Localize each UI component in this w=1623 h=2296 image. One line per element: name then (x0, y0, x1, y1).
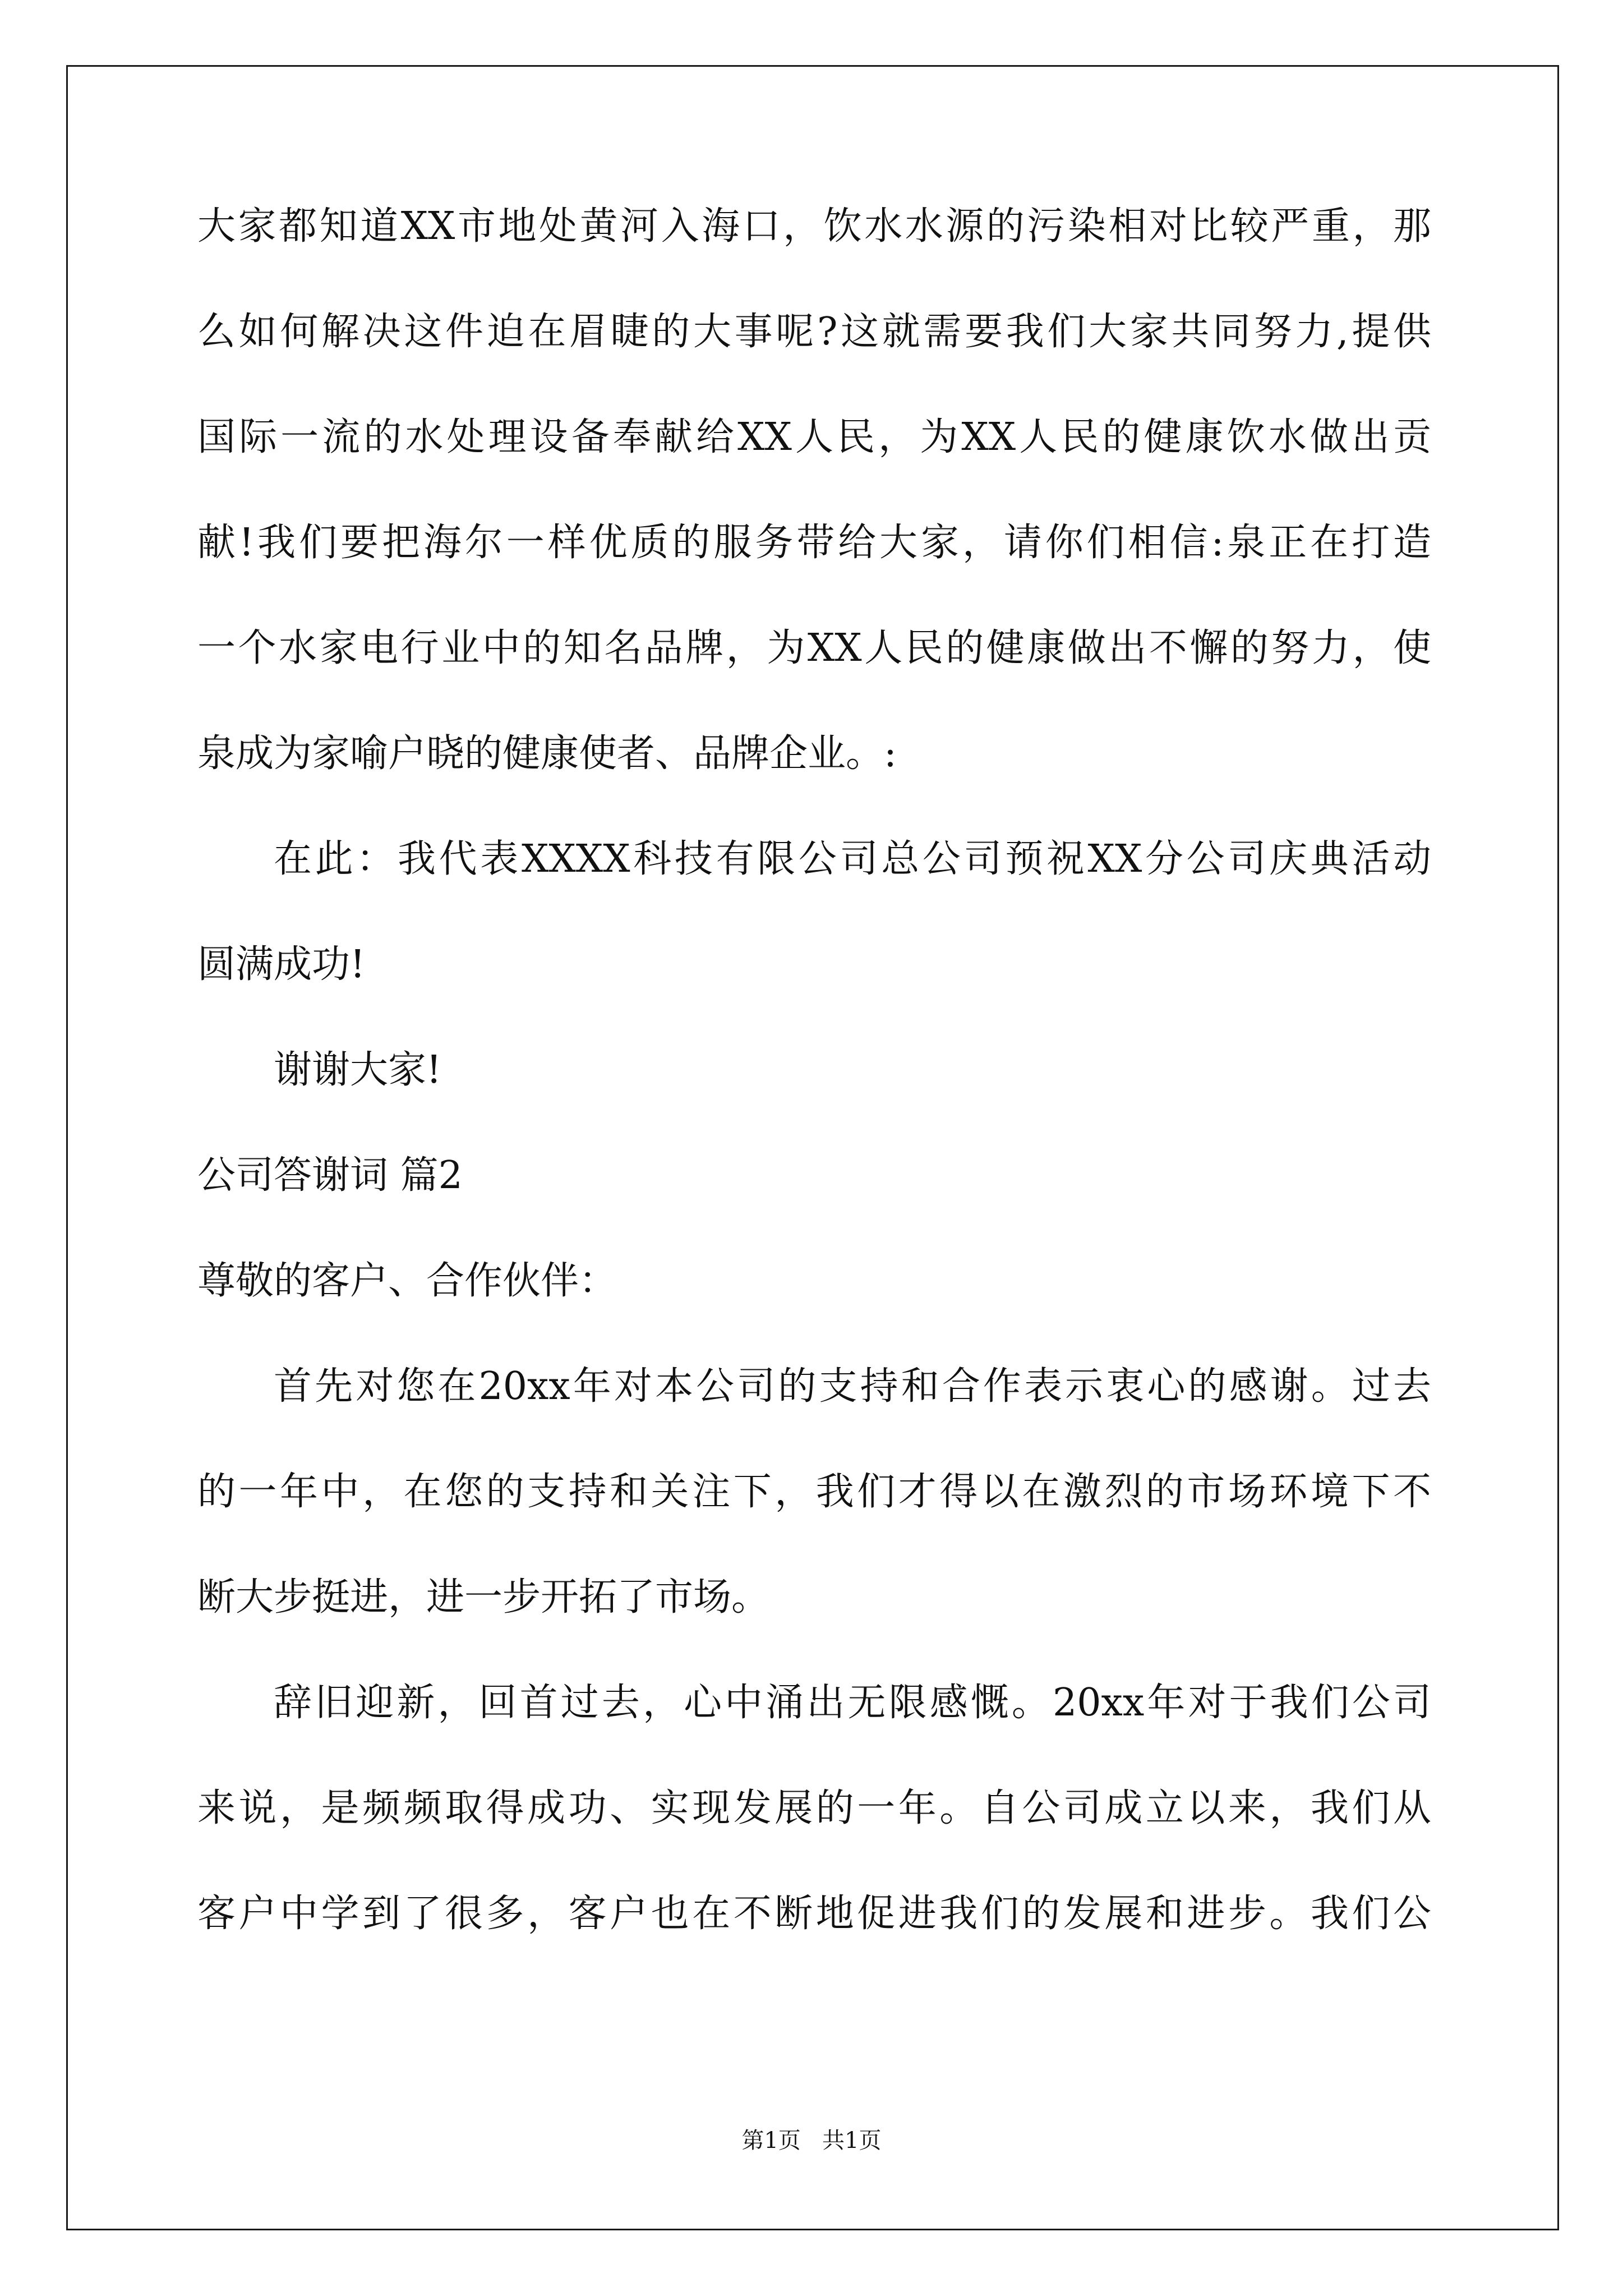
body-line: 献!我们要把海尔一样优质的服务带给大家，请你们相信:泉正在打造 (197, 521, 1431, 565)
body-line: 来说，是频频取得成功、实现发展的一年。自公司成立以来，我们从 (197, 1786, 1431, 1830)
page-number-footer: 第1页 共1页 (741, 2128, 882, 2154)
salutation: 尊敬的客户、合作伙伴： (197, 1259, 617, 1303)
body-line: 圆满成功! (197, 942, 366, 987)
body-line-indented: 谢谢大家! (274, 1048, 442, 1092)
body-line: 客户中学到了很多，客户也在不断地促进我们的发展和进步。我们公 (197, 1892, 1431, 1936)
body-line: 一个水家电行业中的知名品牌，为XX人民的健康做出不懈的努力，使 (197, 626, 1431, 670)
section-heading: 公司答谢词 篇2 (197, 1153, 463, 1198)
body-line: 的一年中，在您的支持和关注下，我们才得以在激烈的市场环境下不 (197, 1470, 1431, 1514)
body-line: 大家都知道XX市地处黄河入海口，饮水水源的污染相对比较严重，那 (197, 204, 1431, 249)
body-line: 泉成为家喻户晓的健康使者、品牌企业。: (197, 731, 897, 776)
body-line-indented: 在此：我代表XXXX科技有限公司总公司预祝XX分公司庆典活动 (274, 837, 1431, 881)
body-line-indented: 辞旧迎新，回首过去，心中涌出无限感慨。20xx年对于我们公司 (274, 1681, 1431, 1725)
body-line-indented: 首先对您在20xx年对本公司的支持和合作表示衷心的感谢。过去 (274, 1364, 1431, 1409)
body-line: 国际一流的水处理设备奉献给XX人民，为XX人民的健康饮水做出贡 (197, 415, 1431, 459)
body-line: 么如何解决这件迫在眉睫的大事呢?这就需要我们大家共同努力,提供 (197, 310, 1431, 354)
body-line: 断大步挺进，进一步开拓了市场。 (197, 1575, 770, 1619)
